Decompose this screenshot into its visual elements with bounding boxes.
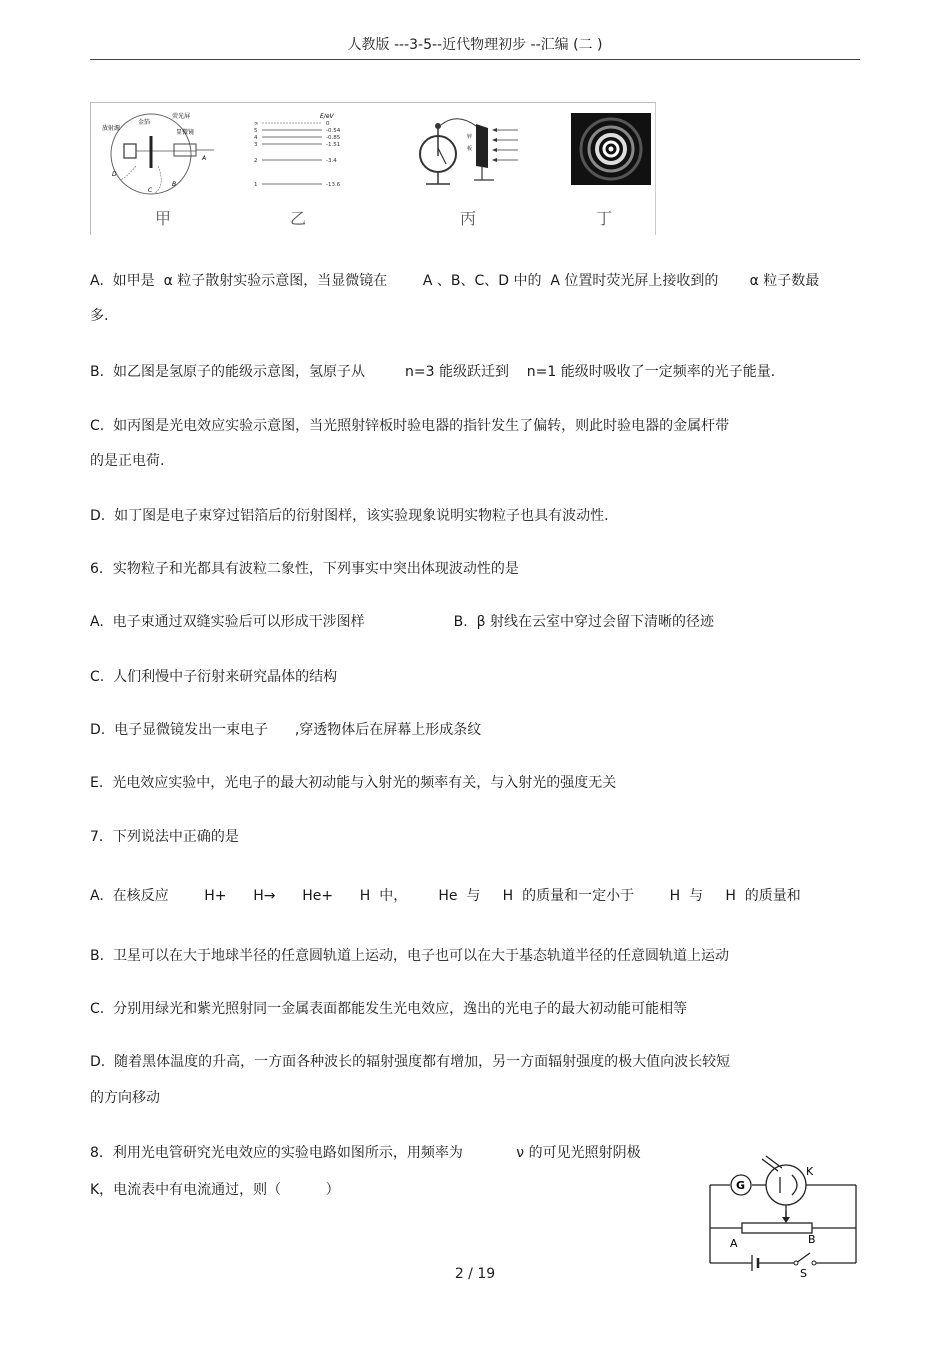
figure-label-bing: 丙 [460,209,477,228]
yi-unit: E/eV [320,113,334,120]
svg-text:-0.85: -0.85 [326,135,341,141]
page-number: 2 / 19 [454,1266,496,1282]
figure-label-ding: 丁 [596,209,613,228]
circuit-label-G: G [736,1179,746,1192]
question-8-line1: 8．利用光电管研究光电效应的实验电路如图所示，用频率为 ν 的可见光照射阴极 [90,1145,641,1161]
option-6c: C. 人们利慢中子衍射来研究晶体的结构 [90,669,338,685]
option-7c: C. 分别用绿光和紫光照射同一金属表面都能发生光电效应，逸出的光电子的最大初动能可能相等 [90,1001,688,1017]
figure-circuit [700,1155,865,1280]
bing-label-plate: 板 [467,146,473,152]
svg-text:-1.51: -1.51 [326,142,341,148]
svg-text:2: 2 [254,158,258,164]
svg-text:1: 1 [254,182,258,188]
option-5c-line1: C. 如丙图是光电效应实验示意图，当光照射锌板时验电器的指针发生了偏转，则此时验电器的金属杆带 [90,418,730,434]
svg-text:3: 3 [254,142,258,148]
svg-text:B: B [172,181,177,188]
circuit-label-K: K [806,1165,814,1178]
svg-text:C: C [148,187,153,194]
circuit-label-S: S [800,1267,807,1280]
figure-label-jia: 甲 [155,209,172,228]
svg-text:4: 4 [254,135,258,141]
option-6e: E. 光电效应实验中，光电子的最大初动能与入射光的频率有关，与入射光的强度无关 [90,775,617,791]
option-7d-line1: D. 随着黑体温度的升高，一方面各种波长的辐射强度都有增加，另一方面辐射强度的极大值向波长较短 [90,1054,731,1070]
svg-text:-3.4: -3.4 [326,158,337,164]
option-7b: B. 卫星可以在大于地球半径的任意圆轨道上运动，电子也可以在大于基态轨道半径的任意圆轨道上运动 [90,948,729,964]
figure-ding-diffraction [571,113,651,185]
option-5b: B. 如乙图是氢原子的能级示意图，氢原子从 n=3 能级跃迁到 n=1 能级时吸收了一定频率的光子能量. [90,364,776,380]
option-6a-6b: A. 电子束通过双缝实验后可以形成干涉图样 B. β 射线在云室中穿过会留下清晰的径迹 [90,614,715,630]
jia-label-microscope: 显微镜 [176,129,195,136]
question-6: 6．实物粒子和光都具有波粒二象性，下列事实中突出体现波动性的是 [90,561,519,577]
option-7d-line2: 的方向移动 [90,1090,160,1106]
figure-jia-alpha-scattering [96,106,226,201]
question-7: 7．下列说法中正确的是 [90,829,239,845]
page-header: 人教版 ---3-5--近代物理初步 --汇编 (二 ) [347,37,603,53]
svg-text:D: D [112,171,117,178]
circuit-label-A: A [730,1237,738,1250]
figure-bing-photoelectric [412,108,522,198]
header-rule [90,59,860,60]
figure-yi-energy-levels [250,110,360,195]
option-5c-line2: 的是正电荷. [90,453,165,469]
svg-text:-0.54: -0.54 [326,128,341,134]
option-5a-line2: 多. [90,308,109,324]
svg-text:-13.6: -13.6 [326,182,341,188]
option-7a: A. 在核反应 H+ H→ He+ H 中， He 与 H 的质量和一定小于 H 与 H 的质量和 [90,888,801,904]
svg-text:0: 0 [326,121,330,127]
svg-text:A: A [202,155,207,162]
option-5d: D. 如丁图是电子束穿过铝箔后的衍射图样，该实验现象说明实物粒子也具有波动性. [90,508,609,524]
jia-label-screen: 荧光屏 [172,113,191,120]
option-5a-line1: A. 如甲是 α 粒子散射实验示意图，当显微镜在 A 、B、C、D 中的 A 位置时荧光屏上接收到的 α 粒子数最 [90,273,820,289]
question-8-line2: K，电流表中有电流通过，则（ ） [90,1182,340,1198]
svg-text:∞: ∞ [254,121,259,127]
jia-label-source: 放射源 [102,125,121,132]
svg-text:5: 5 [254,128,258,134]
circuit-label-B: B [808,1233,816,1246]
figure-label-yi: 乙 [290,209,307,228]
jia-label-foil: 金箔 [138,119,151,126]
option-6d: D. 电子显微镜发出一束电子 ,穿透物体后在屏幕上形成条纹 [90,722,482,738]
bing-label-zinc: 锌 [467,134,473,140]
